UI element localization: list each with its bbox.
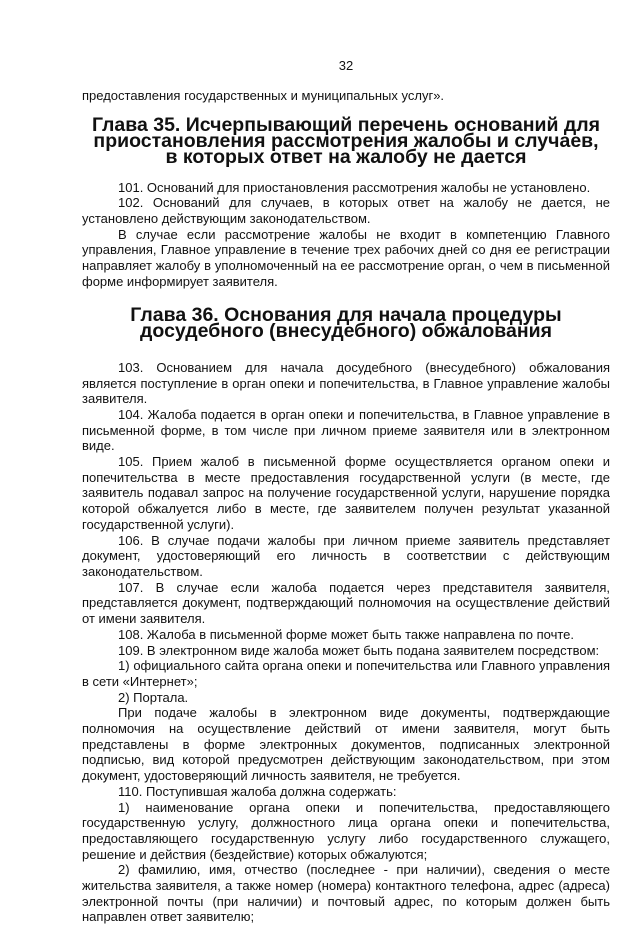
paragraph-110: 110. Поступившая жалоба должна содержать:: [118, 783, 397, 799]
paragraph-102: 102. Оснований для случаев, в которых ответ на жалобу не дается, не установлено действующим законодательством.: [82, 195, 610, 226]
chapter-36-heading: Глава 36. Основания для начала процедуры досудебного (внесудебного) обжалования: [130, 304, 562, 343]
paragraph-110-item-2: 2) фамилию, имя, отчество (последнее - при наличии), сведения о месте жительства заявителя, а также номер (номера) контактного телефона, адрес (адреса) электронной почты (при наличии) и почтовый адрес, по которым должен быть направлен ответ заявителю;: [82, 862, 610, 925]
continuation-text: предоставления государственных и муниципальных услуг».: [82, 87, 445, 103]
page-number: 32: [338, 58, 354, 73]
paragraph-105: 105. Прием жалоб в письменной форме осуществляется органом опеки и попечительства в месте предоставления государственной услуги (в месте, где заявитель подавал запрос на получение государственной услуги, нарушение порядка которой обжалуется либо в месте, где заявителем получен результат указанной государственной услуги).: [82, 454, 610, 532]
paragraph-107: 107. В случае если жалоба подается через представителя заявителя, представляется документ, подтверждающий полномочия на осуществление действий от имени заявителя.: [82, 579, 610, 627]
chapter-35-heading: Глава 35. Исчерпывающий перечень оснований для приостановления рассмотрения жалобы и случаев, в которых ответ на жалобу не дается: [91, 114, 601, 168]
paragraph-109-item-1: 1) официального сайта органа опеки и попечительства или Главного управления в сети «Интернет»;: [82, 658, 610, 689]
paragraph-106: 106. В случае подачи жалобы при личном приеме заявитель представляет документ, удостоверяющий его личность в соответствии с действующим законодательством.: [82, 532, 610, 579]
paragraph-110-item-1: 1) наименование органа опеки и попечительства, предоставляющего государственную услугу, должностного лица органа опеки и попечительства, предоставляющего государственную услугу либо государственного служащего, решение и действия (бездействие) которых обжалуются;: [82, 799, 610, 862]
paragraph-103: 103. Основанием для начала досудебного (внесудебного) обжалования является поступление в орган опеки и попечительства, в Главное управление жалобы заявителя.: [82, 359, 610, 407]
paragraph-108: 108. Жалоба в письменной форме может быть также направлена по почте.: [118, 626, 575, 642]
paragraph-109-item-2: 2) Портала.: [118, 689, 189, 705]
paragraph-109-electronic-docs: При подаче жалобы в электронном виде документы, подтверждающие полномочия на осуществление действий от имени заявителя, могут быть представлены в форме электронных документов, подписанных электронной подписью, вид которой предусмотрен действующим законодательством, при этом документ, удостоверяющий личность заявителя, не требуется.: [82, 705, 610, 784]
paragraph-101: 101. Оснований для приостановления рассмотрения жалобы не установлено.: [118, 179, 591, 195]
paragraph-104: 104. Жалоба подается в орган опеки и попечительства, в Главное управление в письменной форме, в том числе при личном приеме заявителя или в электронном виде.: [82, 406, 610, 454]
paragraph-109: 109. В электронном виде жалоба может быть подана заявителем посредством:: [118, 642, 600, 658]
paragraph-102-continued: В случае если рассмотрение жалобы не входит в компетенцию Главного управления, Главное управление в течение трех рабочих дней со дня ее регистрации направляет жалобу в уполномоченный на ее рассмотрение орган, о чем в письменной форме информирует заявителя.: [82, 226, 610, 289]
